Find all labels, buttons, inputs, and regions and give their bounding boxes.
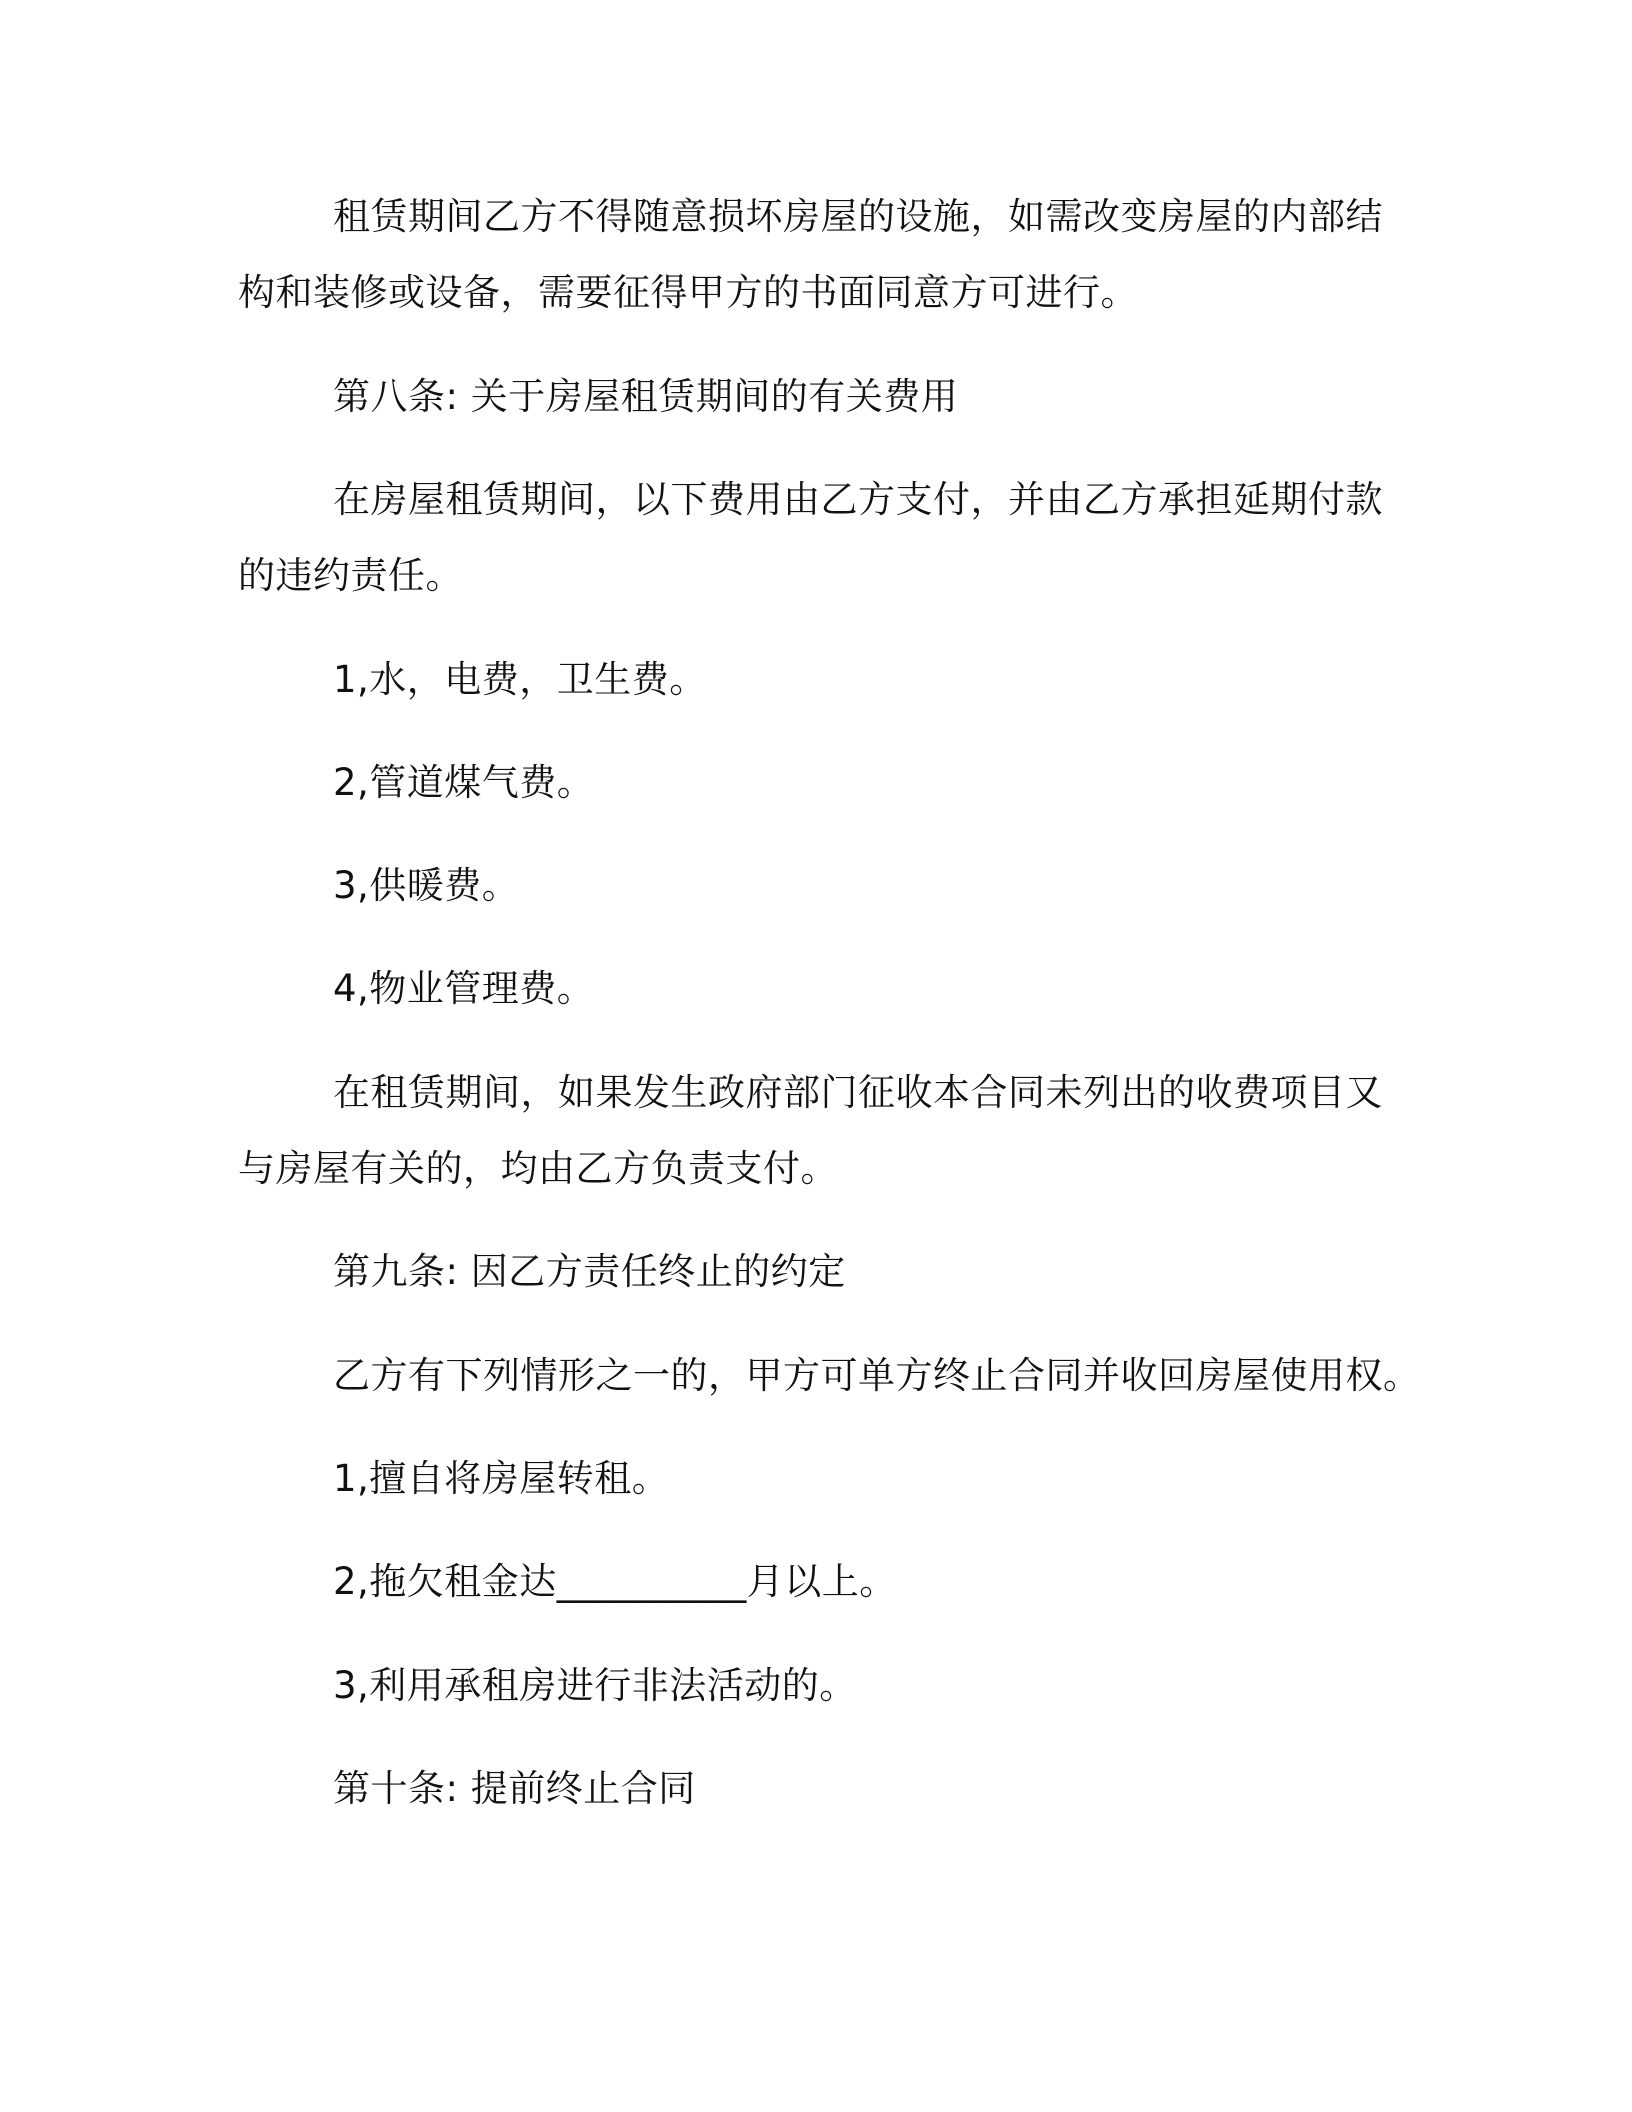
fee-item-3: 3,供暖费。 — [333, 864, 520, 907]
article-10-heading: 第十条: 提前终止合同 — [333, 1767, 696, 1810]
fee-item-2: 2,管道煤气费。 — [333, 761, 595, 804]
paragraph-government-fees-line-2: 与房屋有关的，均由乙方负责支付。 — [238, 1147, 838, 1190]
paragraph-facilities-line-1: 租赁期间乙方不得随意损坏房屋的设施，如需改变房屋的内部结 — [333, 195, 1383, 238]
fee-item-4: 4,物业管理费。 — [333, 967, 595, 1010]
paragraph-fees-line-1: 在房屋租赁期间，以下费用由乙方支付，并由乙方承担延期付款 — [333, 478, 1383, 521]
paragraph-fees-line-2: 的违约责任。 — [238, 554, 463, 597]
article-9-heading: 第九条: 因乙方责任终止的约定 — [333, 1250, 846, 1293]
article-8-heading: 第八条: 关于房屋租赁期间的有关费用 — [333, 375, 959, 418]
termination-item-1: 1,擅自将房屋转租。 — [333, 1457, 670, 1500]
fee-item-1: 1,水，电费，卫生费。 — [333, 658, 707, 701]
paragraph-termination-conditions: 乙方有下列情形之一的，甲方可单方终止合同并收回房屋使用权。 — [333, 1354, 1421, 1397]
termination-item-3: 3,利用承租房进行非法活动的。 — [333, 1664, 857, 1707]
termination-item-2: 2,拖欠租金达__________月以上。 — [333, 1560, 897, 1603]
paragraph-facilities-line-2: 构和装修或设备，需要征得甲方的书面同意方可进行。 — [238, 271, 1138, 314]
paragraph-government-fees-line-1: 在租赁期间，如果发生政府部门征收本合同未列出的收费项目又 — [333, 1071, 1383, 1114]
